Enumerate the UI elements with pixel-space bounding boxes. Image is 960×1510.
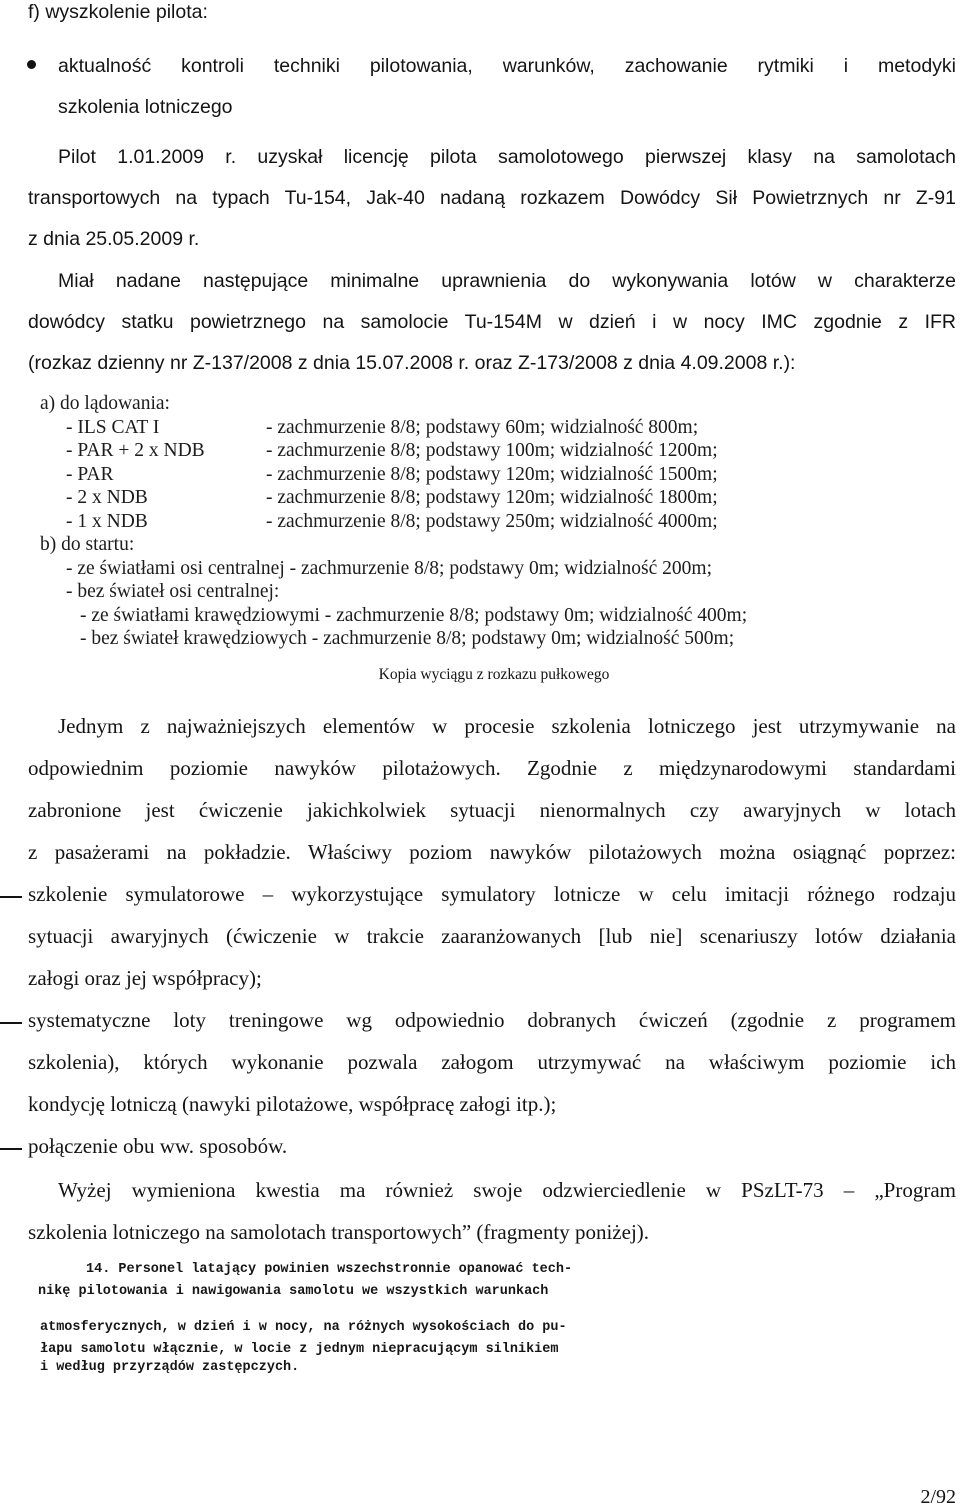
landing-label: - PAR (66, 463, 114, 485)
landing-value: - zachmurzenie 8/8; podstawy 250m; widzialność 4000m; (266, 510, 718, 532)
typewritten-line: i według przyrządów zastępczych. (40, 1360, 300, 1375)
bullet-item (0, 0, 960, 130)
landing-label: - PAR + 2 x NDB (66, 440, 205, 461)
landing-value: - zachmurzenie 8/8; podstawy 120m; widzialność 1500m; (266, 463, 718, 485)
list-item-line: systematyczne loty treningowe wg odpowiednio dobranych ćwiczeń (zgodnie z programem (28, 1008, 956, 1032)
typewritten-line: nikę pilotowania i nawigowania samolotu we wszystkich warunkach (38, 1284, 549, 1299)
text-line: transportowych na typach Tu-154, Jak-40 nadaną rozkazem Dowódcy Sił Powietrznych nr Z-91 (28, 187, 956, 209)
list-item-line: połączenie obu ww. sposobów. (28, 1134, 288, 1158)
typewritten-line: atmosferycznych, w dzień i w nocy, na różnych wysokościach do pu- (40, 1320, 567, 1335)
text-line: (rozkaz dzienny nr Z-137/2008 z dnia 15.07.2008 r. oraz Z-173/2008 z dnia 4.09.2008 r.): (28, 352, 796, 374)
list-item-line: szkolenie symulatorowe – wykorzystujące symulatory lotnicze w celu imitacji różnego rodzaju (28, 882, 956, 906)
landing-label: - 1 x NDB (66, 510, 148, 532)
text-line: szkolenia lotniczego na samolotach transportowych” (fragmenty poniżej). (28, 1220, 650, 1244)
text-line: Jednym z najważniejszych elementów w procesie szkolenia lotniczego jest utrzymywanie na (58, 714, 956, 738)
text-line: Pilot 1.01.2009 r. uzyskał licencję pilota samolotowego pierwszej klasy na samolotach (58, 146, 956, 168)
program-extract-scan (38, 1262, 798, 1382)
takeoff-line: - bez świateł osi centralnej: (66, 581, 280, 602)
landing-value: - zachmurzenie 8/8; podstawy 100m; widzialność 1200m; (266, 440, 718, 461)
section-heading: f) wyszkolenie pilota: (28, 1, 208, 23)
list-item-line: załogi oraz jej współpracy); (28, 966, 262, 990)
text-line: z pasażerami na pokładzie. Właściwy poziom nawyków pilotażowych można osiągnąć poprzez: (28, 840, 956, 864)
list-item-line: kondycję lotniczą (nawyki pilotażowe, współpracę załogi itp.); (28, 1092, 557, 1116)
landing-value: - zachmurzenie 8/8; podstawy 60m; widzialność 800m; (266, 416, 699, 438)
training-methods-list (0, 882, 956, 1172)
text-line: aktualność kontroli techniki pilotowania, warunków, zachowanie rytmiki i metodyki (58, 55, 956, 77)
takeoff-line: - ze światłami osi centralnej - zachmurzenie 8/8; podstawy 0m; widzialność 200m; (66, 557, 713, 579)
landing-heading: a) do lądowania: (40, 393, 170, 414)
landing-value: - zachmurzenie 8/8; podstawy 120m; widzialność 1800m; (266, 487, 718, 508)
page-number: 2/92 (920, 1486, 956, 1508)
typewritten-line: łapu samolotu włącznie, w locie z jednym niepracującym silnikiem (40, 1342, 559, 1357)
typewritten-line: 14. Personel latający powinien wszechstronnie opanować tech- (86, 1262, 573, 1277)
text-line: Wyżej wymieniona kwestia ma również swoje odzwierciedlenie w PSzLT-73 – „Program (58, 1178, 956, 1202)
figure-caption: Kopia wyciągu z rozkazu pułkowego (378, 666, 610, 683)
text-line: szkolenia lotniczego (58, 96, 233, 118)
list-item-line: sytuacji awaryjnych (ćwiczenie w trakcie zaaranżowanych [lub nie] scenariuszy lotów działania (28, 924, 956, 948)
bullet-dot-icon (27, 60, 36, 69)
landing-label: - 2 x NDB (66, 487, 148, 508)
list-item-line: szkolenia), których wykonanie pozwala załogom utrzymywać na właściwym poziomie ich (28, 1050, 956, 1074)
order-extract-scan (40, 392, 920, 660)
landing-label: - ILS CAT I (66, 416, 160, 438)
text-line: odpowiednim poziomie nawyków pilotażowych. Zgodnie z międzynarodowymi standardami (28, 756, 956, 780)
dash-marker-icon (0, 1022, 22, 1024)
text-line: dowódcy statku powietrznego na samolocie Tu-154M w dzień i w nocy IMC zgodnie z IFR (28, 311, 956, 333)
dash-marker-icon (0, 896, 22, 898)
takeoff-line: - ze światłami krawędziowymi - zachmurzenie 8/8; podstawy 0m; widzialność 400m; (80, 604, 748, 626)
text-line: zabronione jest ćwiczenie jakichkolwiek sytuacji nienormalnych czy awaryjnych w lotach (28, 798, 956, 822)
takeoff-line: - bez świateł krawędziowych - zachmurzenie 8/8; podstawy 0m; widzialność 500m; (80, 628, 735, 649)
text-line: z dnia 25.05.2009 r. (28, 228, 200, 250)
text-line: Miał nadane następujące minimalne uprawnienia do wykonywania lotów w charakterze (58, 270, 956, 292)
takeoff-heading: b) do startu: (40, 534, 135, 555)
dash-marker-icon (0, 1148, 22, 1150)
